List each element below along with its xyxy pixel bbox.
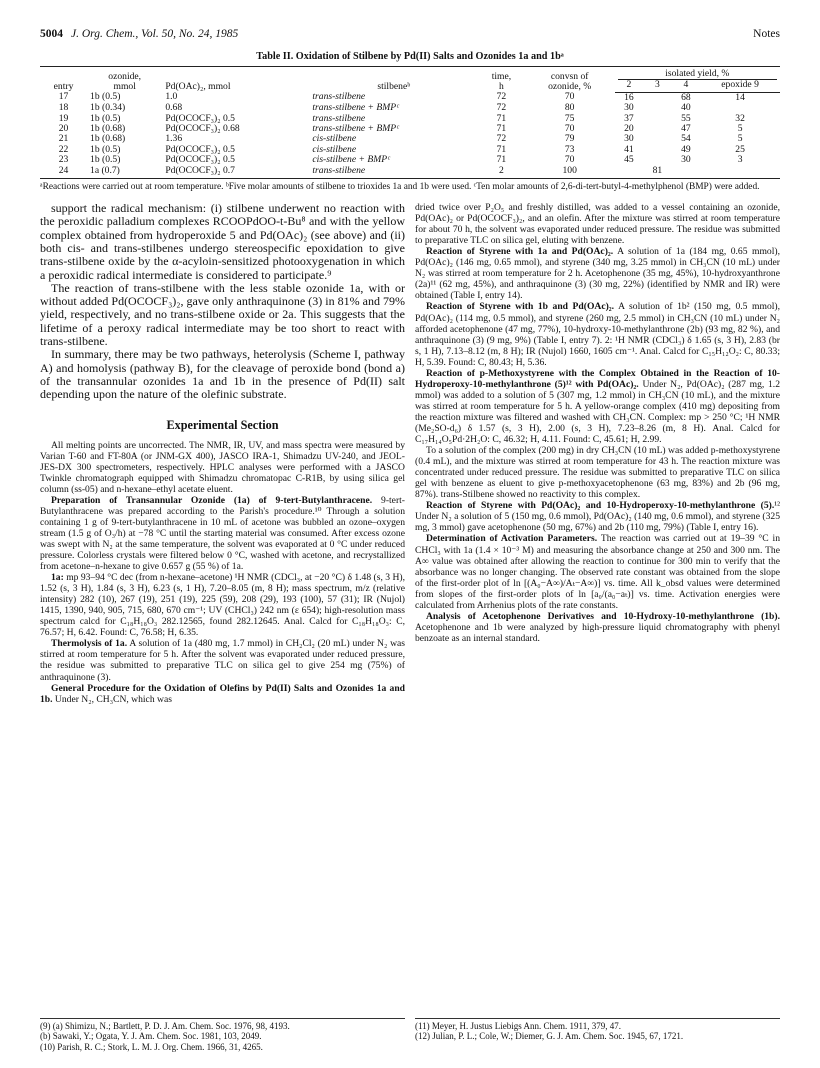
- cell-stilbene: trans-stilbene + BMPᶜ: [312, 123, 399, 135]
- left-column: [40, 202, 405, 705]
- footnote: (9) (a) Shimizu, N.; Bartlett, P. D. J. Am. Chem. Soc. 1976, 98, 4193.: [40, 1021, 290, 1031]
- footnotes: [40, 1018, 780, 1052]
- cell-time: 72: [496, 102, 507, 114]
- cell-time: 71: [496, 123, 507, 135]
- section-heading: Experimental Section: [166, 417, 279, 432]
- paragraph: dried twice over P₂O₅ and freshly distilled, was added to a vessel containing an ozonide, Pd(OAc)₂ or Pd(OCOCF₃)₂, and an olefin. After the mixture was stirred at room temperature for about 70 h, the solvent was evaporated under reduced pressure. The residue was submitted to preparative TLC on silica gel, eluting with benzene.: [415, 202, 780, 247]
- table-row: [40, 155, 780, 165]
- col-isolated-yield: isolated yield, %: [615, 67, 780, 81]
- cell-yield-9: 3: [737, 154, 743, 166]
- cell-convsn: 79: [564, 133, 575, 145]
- cell-yield-2: 45: [624, 154, 634, 166]
- paragraph: Determination of Activation Parameters. The reaction was carried out at 19–39 °C in CHCl₃ with 1a (1.4 × 10⁻³ M) and measuring the absorbance change at 250 and 300 nm. The A∞ value was obtained after allowing the reaction to continue for 300 min to verify that the absorbance was no longer changing. The observed rate constant was obtained from the slope of the first-order plot of ln [(A₀−A∞)/Aₜ−A∞)] vs. time. All k_obsd values were determined from slopes of the first-order plots of ln [a₀/(a₀−aₜ)] vs. time. Activation energies were calculated from Arrhenius plots of the rate constants.: [415, 533, 780, 611]
- cell-entry: 18: [58, 102, 69, 114]
- cell-pd: Pd(OCOCF₃)₂ 0.68: [165, 123, 240, 135]
- cell-convsn: 70: [564, 123, 575, 135]
- paragraph: The reaction of trans-stilbene with the less stable ozonide 1a, with or without added Pd(OCOCF₃)₂, gave only anthraquinone (3) in 81% and 79% yield, respectively, and no trans-stilbene oxide or 2a. This suggests that the lifetime of a peroxy radical intermediate may be too short to react with trans-stilbene.: [40, 280, 405, 349]
- cell-pd: Pd(OCOCF₃)₂ 0.5: [165, 112, 235, 124]
- paragraph: Reaction of Styrene with 1a and Pd(OAc)₂. A solution of 1a (184 mg, 0.65 mmol), Pd(OAc)₂ (146 mg, 0.65 mmol), and styrene (340 mg, 3.25 mmol) in CH₃CN (10 mL) under N₂ was stirred at room temperature for 2 h. Acetophenone (35 mg, 45%), 10-hydroxyanthrone (2a)¹¹ (62 mg, 45%), and anthraquinone (3) (30 mg, 22%) (identified by NMR and IR) were obtained (Table I, entry 14).: [415, 246, 780, 302]
- col-yield-4: 4: [672, 80, 701, 92]
- cell-yield-9: 14: [735, 91, 745, 103]
- cell-convsn: 80: [564, 102, 575, 114]
- results-table: [40, 66, 780, 179]
- table-footnotes: ᵃReactions were carried out at room temperature. ᵇFive molar amounts of stilbene to trioxides 1a and 1b were used. ᶜTen molar amounts of 2,6-di-tert-butyl-4-methylphenol (BMP) were added.: [40, 182, 760, 193]
- cell-yield-2: 37: [624, 112, 634, 124]
- paragraph: 1a: mp 93–94 °C dec (from n-hexane–acetone) ¹H NMR (CDCl₃, at −20 °C) δ 1.48 (s, 3 H), 1.52 (s, 3 H), 1.84 (s, 3 H), 6.23 (s, 1 H), 7.20–8.05 (m, 8 H); mass spectrum, m/z (relative intensity) 282 (10), 267 (19), 251 (19), 225 (59), 208 (29), 193 (100), 57 (31); IR (Nujol) 1415, 1390, 940, 905, 715, 680, 670 cm⁻¹; UV (CHCl₃) 242 nm (ε 654); high-resolution mass spectrum calcd for C₁₈H₁₈O₃ 282.12565, found 282.12645. Anal. Calcd for C₁₈H₁₈O₃: C, 76.57; H, 6.42. Found: C, 76.58; H, 6.35.: [40, 572, 405, 639]
- footnote: (11) Meyer, H. Justus Liebigs Ann. Chem. 1911, 379, 47.: [415, 1021, 621, 1031]
- paragraph: To a solution of the complex (200 mg) in dry CH₃CN (10 mL) was added p-methoxystyrene (0.4 mL), and the mixture was stirred at room temperature for 43 h. The reaction mixture was concentrated under reduced pressure. The residue was submitted to preparative TLC on silica gel with benzene as eluent to give p-methoxyacetophenone (63 mg, 83%) and 2b (96 mg, 87%). trans-Stilbene showed no reactivity to this complex.: [415, 445, 780, 501]
- cell-yield-4: 54: [681, 133, 691, 145]
- cell-yield-4: 47: [681, 123, 691, 135]
- paragraph: General Procedure for the Oxidation of Olefins by Pd(II) Salts and Ozonides 1a and 1b. Under N₂, CH₃CN, which was: [40, 682, 405, 705]
- cell-entry: 22: [58, 143, 69, 155]
- paragraph: In summary, there may be two pathways, heterolysis (Scheme I, pathway A) and homolysis (pathway B), for the cleavage of peroxide bond (bond a) of the transannular ozonides 1a and 1b in the presence of Pd(II) salt depending upon the nature of the olefinic substrate.: [40, 347, 405, 402]
- footnotes-right: [415, 1018, 780, 1052]
- cell-yield-3: [643, 145, 672, 155]
- cell-pd: Pd(OCOCF₃)₂ 0.5: [165, 154, 235, 166]
- cell-ozonide: 1b (0.68): [90, 123, 126, 135]
- col-yield-9: epoxide 9: [700, 80, 780, 92]
- paragraph: Reaction of p-Methoxystyrene with the Complex Obtained in the Reaction of 10-Hydroperoxy-10-methylanthrone (5)¹² with Pd(OAc)₂. Under N₂, Pd(OAc)₂ (287 mg, 1.2 mmol) was added to a solution of 5 (307 mg, 1.2 mmol) in CH₃CN (10 mL), and the mixture was stirred at room temperature for 5 h. A yellow-orange complex (410 mg) depositing from the reaction mixture was filtered and washed with CH₃CN. Complex: mp > 250 °C; ¹H NMR (Me₂SO-d₆) δ 1.57 (s, 3 H), 2.00 (s, 3 H), 7.23–8.26 (m, 8 H). Anal. Calcd for C₁₇H₁₄O₅Pd·2H₂O: C, 46.32; H, 4.11. Found: C, 45.61; H, 2.99.: [415, 367, 780, 446]
- paragraph: All melting points are uncorrected. The NMR, IR, UV, and mass spectra were measured by Varian T-60 and FT-80A (or JNM-GX 400), JASCO IRA-1, Shimadzu UV-240, and JEOL-JES-DX 300 spectrometers, respectively. HPLC analyses were performed with a JASCO Twinkle chromatograph equipped with Shimadzu chromatopac C-R1B, by using silica gel column (ss-05) and n-hexane–ethyl acetate eluent.: [40, 439, 405, 495]
- cell-yield-3: [643, 103, 672, 113]
- footnote: (12) Julian, P. L.; Cole, W.; Diemer, G. J. Am. Chem. Soc. 1945, 67, 1721.: [415, 1031, 684, 1042]
- cell-stilbene: cis-stilbene: [312, 133, 357, 145]
- cell-yield-9: 5: [737, 123, 743, 135]
- cell-yield-9: 25: [735, 143, 745, 155]
- col-convsn: convsn of ozonide, %: [525, 67, 615, 93]
- cell-yield-9: [700, 166, 780, 179]
- cell-stilbene: cis-stilbene + BMPᶜ: [312, 154, 390, 166]
- cell-yield-4: 68: [681, 91, 691, 103]
- cell-convsn: 100: [525, 166, 615, 179]
- footnote: (10) Parish, R. C.; Stork, L. M. J. Org. Chem. 1966, 31, 4265.: [40, 1041, 263, 1052]
- section-label: Notes: [753, 28, 780, 40]
- col-yield-2: 2: [615, 80, 644, 92]
- paragraph: support the radical mechanism: (i) stilbene underwent no reaction with the peroxidic palladium complexes RCOOPdOO-t-Bu⁸ and with the yellow complex obtained from hydroperoxide 5 and Pd(OAc)₂ (see above) and (ii) both cis- and trans-stilbenes undergo stereospecific epoxidation to give trans-stilbene oxide by the α-acyloin-sensitized photooxygenation in which a peroxidic radical intermediate is considered to participate.⁹: [40, 201, 405, 282]
- cell-yield-3: [643, 134, 672, 144]
- cell-pd: 1.0: [165, 91, 178, 103]
- cell-yield-9: 32: [735, 112, 745, 124]
- cell-pd: Pd(OCOCF₃)₂ 0.5: [165, 143, 235, 155]
- page: [40, 28, 780, 705]
- table-row: [40, 103, 780, 113]
- table-row: [40, 145, 780, 155]
- cell-yield-2: 16: [624, 91, 634, 103]
- paragraph: Reaction of Styrene with 1b and Pd(OAc)₂. A solution of 1b² (150 mg, 0.5 mmol), Pd(OAc)₂ (114 mg, 0.5 mmol), and styrene (260 mg, 2.5 mmol) in CH₃CN (10 mL) under N₂ afforded acetophenone (47 mg, 77%), 10-hydroxy-10-methylanthrone (2b) (93 mg, 82 %), and anthraquinone (3) (9 mg, 9%) (Table I, entry 7). 2: ¹H NMR (CDCl₃) δ 1.65 (s, 3 H), 2.83 (br s, 1 H), 7.13–8.12 (m, 8 H); IR (Nujol) 1660, 1605 cm⁻¹. Anal. Calcd for C₁₅H₁₂O₂: C, 80.33; H, 5.39. Found: C, 80.43; H, 5.36.: [415, 301, 780, 368]
- cell-pd: 1.36: [165, 133, 183, 145]
- cell-yield-3: [643, 92, 672, 103]
- page-number: 5004: [40, 28, 63, 40]
- cell-entry: 21: [58, 133, 69, 145]
- cell-yield-4: 49: [681, 143, 691, 155]
- cell-stilbene: trans-stilbene: [309, 166, 478, 179]
- table-row: [40, 92, 780, 103]
- cell-ozonide: 1b (0.34): [90, 102, 126, 114]
- col-stilbene: stilbeneᵇ: [309, 67, 478, 93]
- cell-stilbene: cis-stilbene: [312, 143, 357, 155]
- cell-time: 2: [478, 166, 525, 179]
- right-column: [415, 202, 780, 705]
- cell-entry: 24: [40, 166, 87, 179]
- cell-convsn: 73: [564, 143, 575, 155]
- col-pd: Pd(OAc)₂, mmol: [162, 67, 309, 93]
- cell-stilbene: trans-stilbene + BMPᶜ: [312, 102, 399, 114]
- cell-yield-4: 55: [681, 112, 691, 124]
- cell-ozonide: 1b (0.5): [90, 91, 121, 103]
- paragraph: Reaction of Styrene with Pd(OAc)₂ and 10-Hydroperoxy-10-methylanthrone (5).¹² Under N₂ a solution of 5 (150 mg, 0.6 mmol), Pd(OAc)₂ (140 mg, 0.6 mmol), and styrene (325 mg, 3 mmol) gave acetophenone (50 mg, 67%) and 2b (110 mg, 79%) (Table I, entry 16).: [415, 500, 780, 534]
- cell-yield-4: 30: [681, 154, 691, 166]
- cell-yield-3: [643, 114, 672, 124]
- table-row: [40, 124, 780, 134]
- cell-convsn: 70: [564, 154, 575, 166]
- cell-convsn: 75: [564, 112, 575, 124]
- cell-yield-2: 20: [624, 123, 634, 135]
- cell-yield-2: [615, 166, 644, 179]
- cell-yield-3: 81: [643, 166, 672, 179]
- col-yield-3: 3: [643, 80, 672, 92]
- cell-ozonide: 1b (0.5): [90, 154, 121, 166]
- cell-stilbene: trans-stilbene: [312, 91, 366, 103]
- cell-time: 72: [496, 133, 507, 145]
- cell-pd: Pd(OCOCF₃)₂ 0.7: [162, 166, 309, 179]
- table-row: [40, 114, 780, 124]
- footnote: (b) Sawaki, Y.; Ogata, Y. J. Am. Chem. Soc. 1981, 103, 2049.: [40, 1031, 262, 1042]
- cell-entry: 17: [58, 91, 69, 103]
- col-time: time, h: [478, 67, 525, 93]
- cell-ozonide: 1b (0.5): [90, 112, 121, 124]
- cell-time: 71: [496, 154, 507, 166]
- cell-convsn: 70: [564, 91, 575, 103]
- col-entry: entry: [40, 67, 87, 93]
- table-row: [40, 166, 780, 179]
- footnotes-left: [40, 1018, 405, 1052]
- table-row: [40, 134, 780, 144]
- paragraph: Thermolysis of 1a. A solution of 1a (480 mg, 1.7 mmol) in CH₂Cl₂ (20 mL) under N₂ was stirred at room temperature for 5 h. After the solvent was evaporated under reduced pressure, the residue was submitted to preparative TLC on silica gel to give 254 mg (75%) of anthraquinone (3).: [40, 638, 406, 683]
- paragraph: Preparation of Transannular Ozonide (1a) of 9-tert-Butylanthracene. 9-tert-Butylanthracene was prepared according to the Parish's procedure.¹⁰ Through a solution containing 1 g of 9-tert-butylanthracene in 10 mL of acetone was bubbled an ozone–oxygen stream (1.5 g of O₃/h) at −78 °C until the starting material was consumed. After excess ozone was swept with N₂ at the same temperature, the solvent was evaporated at 0 °C under reduced pressure. Colorless crystals were filtered below 0 °C, washed with acetone, and recrystallized from acetone–n-hexane to give 0.657 g (55 %) of 1a.: [40, 494, 405, 573]
- cell-ozonide: 1b (0.5): [90, 143, 121, 155]
- cell-entry: 19: [58, 112, 69, 124]
- cell-yield-2: 30: [624, 133, 634, 145]
- cell-yield-2: 30: [624, 102, 634, 114]
- cell-time: 72: [496, 91, 507, 103]
- col-ozonide: ozonide, mmol: [87, 67, 162, 93]
- cell-yield-9: 5: [737, 133, 743, 145]
- cell-ozonide: 1b (0.68): [90, 133, 126, 145]
- cell-yield-4: [672, 166, 701, 179]
- cell-pd: 0.68: [165, 102, 183, 114]
- cell-entry: 20: [58, 123, 69, 135]
- cell-yield-2: 41: [624, 143, 634, 155]
- cell-stilbene: trans-stilbene: [312, 112, 366, 124]
- cell-ozonide: 1a (0.7): [87, 166, 162, 179]
- cell-entry: 23: [58, 154, 69, 166]
- paragraph: Analysis of Acetophenone Derivatives and 10-Hydroxy-10-methylanthrone (1b). Acetophenone and 1b were analyzed by high-pressure liquid chromatography with phenyl benzoate as an internal standard.: [415, 610, 780, 644]
- cell-time: 71: [496, 112, 507, 124]
- cell-yield-4: 40: [681, 102, 691, 114]
- table-caption: Table II. Oxidation of Stilbene by Pd(II) Salts and Ozonides 1a and 1bᵃ: [256, 51, 564, 62]
- running-head: [40, 28, 780, 40]
- journal-citation: J. Org. Chem., Vol. 50, No. 24, 1985: [71, 28, 239, 40]
- cell-time: 71: [496, 143, 507, 155]
- cell-yield-3: [643, 124, 672, 134]
